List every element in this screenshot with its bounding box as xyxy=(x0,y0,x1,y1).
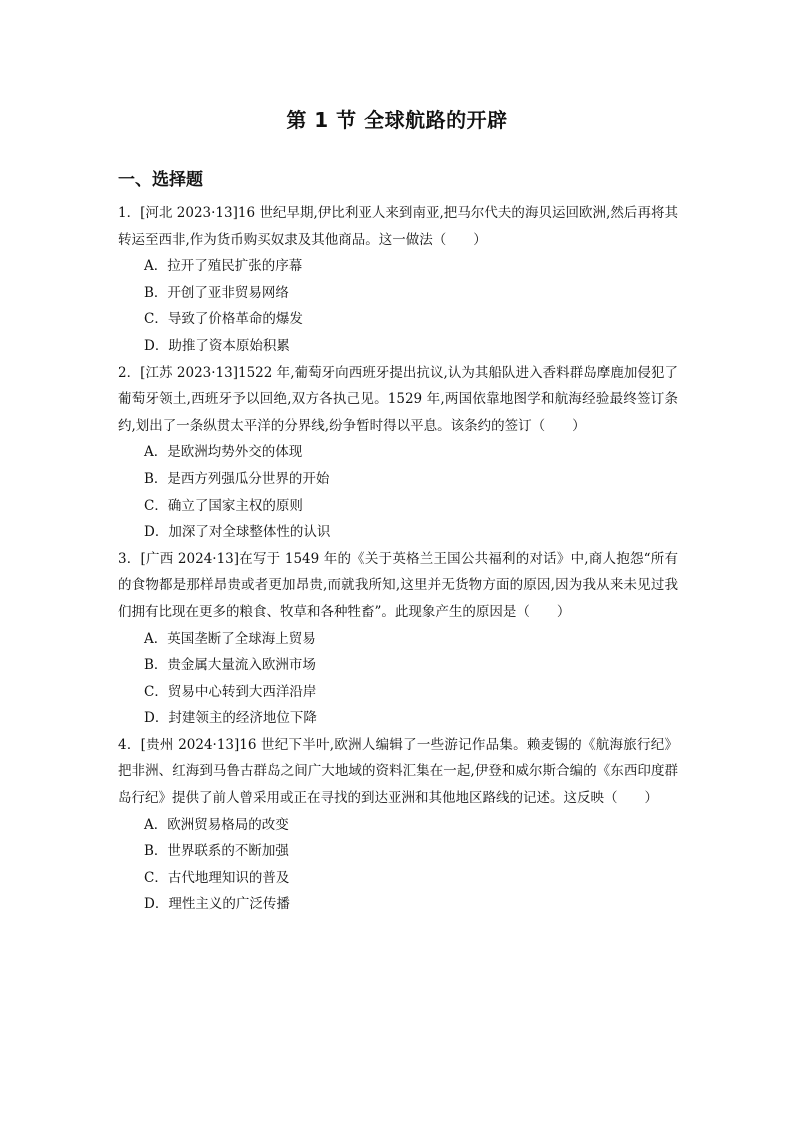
option-list xyxy=(118,812,678,918)
question-list xyxy=(118,200,678,918)
question-1 xyxy=(118,200,678,360)
option-a: A．拉开了殖民扩张的序幕 xyxy=(144,258,303,275)
option-d: D．助推了资本原始积累 xyxy=(144,337,290,354)
option-d: D．封建领主的经济地位下降 xyxy=(144,710,317,727)
section-heading: 一、选择题 xyxy=(118,170,203,190)
question-2 xyxy=(118,360,678,546)
question-stem: 4．[贵州 2024·13]16 世纪下半叶,欧洲人编辑了一些游记作品集。赖麦锡的《航海旅行纪》把非洲、红海到马鲁古群岛之间广大地域的资料汇集在一起,伊登和威尔斯合编的《东西印度群岛行纪》提供了前人曾采用或正在寻找的到达亚洲和其他地区路线的记述。这反映（ ） xyxy=(118,736,678,807)
question-stem: 1．[河北 2023·13]16 世纪早期,伊比利亚人来到南亚,把马尔代夫的海贝运回欧洲,然后再将其转运至西非,作为货币购买奴隶及其他商品。这一做法（ ） xyxy=(118,205,678,248)
question-4 xyxy=(118,732,678,918)
option-c: C．古代地理知识的普及 xyxy=(144,869,290,886)
option-list xyxy=(118,626,678,732)
option-d: D．理性主义的广泛传播 xyxy=(144,896,290,913)
option-b: B．世界联系的不断加强 xyxy=(144,843,289,860)
option-a: A．英国垄断了全球海上贸易 xyxy=(144,630,316,647)
option-a: A．是欧洲均势外交的体现 xyxy=(144,444,303,461)
option-d: D．加深了对全球整体性的认识 xyxy=(144,524,331,541)
option-b: B．开创了亚非贸易网络 xyxy=(144,284,289,301)
option-c: C．贸易中心转到大西洋沿岸 xyxy=(144,683,317,700)
option-c: C．导致了价格革命的爆发 xyxy=(144,311,303,328)
question-stem: 2．[江苏 2023·13]1522 年,葡萄牙向西班牙提出抗议,认为其船队进入香料群岛摩鹿加侵犯了葡萄牙领土,西班牙予以回绝,双方各执己见。1529 年,两国依靠地图学和航海经验最终签订条约,划出了一条纵贯太平洋的分界线,纷争暂时得以平息。该条约的签订（ ） xyxy=(118,364,678,434)
option-b: B．是西方列强瓜分世界的开始 xyxy=(144,470,330,487)
question-stem: 3．[广西 2024·13]在写于 1549 年的《关于英格兰王国公共福利的对话》中,商人抱怨“所有的食物都是那样昂贵或者更加昂贵,而就我所知,这里并无货物方面的原因,因为我从来未见过我们拥有比现在更多的粮食、牧草和各种牲畜”。此现象产生的原因是（ ） xyxy=(118,550,678,620)
page-title: 第 1 节 全球航路的开辟 xyxy=(286,108,508,132)
option-c: C．确立了国家主权的原则 xyxy=(144,497,303,514)
option-b: B．贵金属大量流入欧洲市场 xyxy=(144,657,316,674)
option-list xyxy=(118,439,678,545)
question-3 xyxy=(118,546,678,732)
option-list xyxy=(118,253,678,359)
option-a: A．欧洲贸易格局的改变 xyxy=(144,816,289,833)
